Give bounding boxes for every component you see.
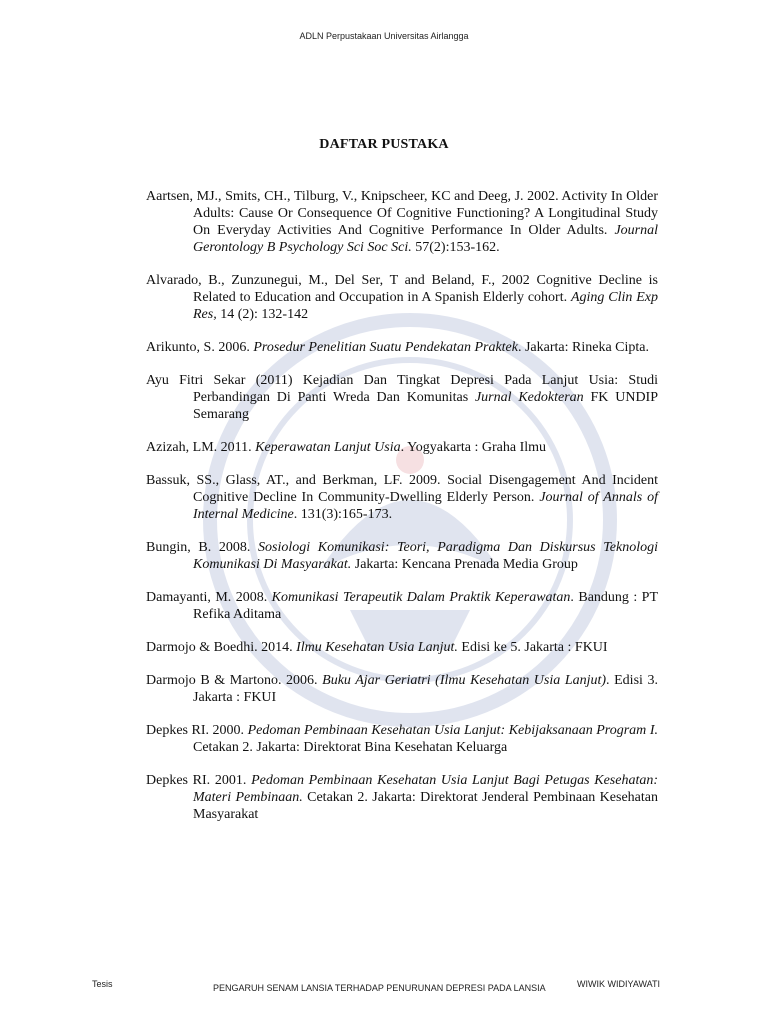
reference-text-part: Arikunto, S. 2006. xyxy=(146,340,254,355)
footer-left: Tesis xyxy=(92,979,113,989)
reference-entry xyxy=(146,188,658,256)
reference-text-part: . Edisi 3. Jakarta : FKUI xyxy=(193,673,658,705)
reference-entry xyxy=(146,539,658,573)
page-title: DAFTAR PUSTAKA xyxy=(319,137,449,152)
reference-text-part: Damayanti, M. 2008. xyxy=(146,590,272,605)
reference-entry xyxy=(146,672,658,706)
reference-text-part: Bungin, B. 2008. xyxy=(146,540,259,555)
reference-italic-part: Sosiologi Komunikasi: Teori, Paradigma Dan Diskursus Teknologi Komunikasi Di Masyarakat. xyxy=(193,540,658,572)
reference-italic-part: Keperawatan Lanjut Usia xyxy=(255,440,401,455)
reference-text-part: Ayu Fitri Sekar (2011) Kejadian Dan Tingkat Depresi Pada Lanjut Usia: Studi Perbandingan Di Panti Wreda Dan Komunitas xyxy=(146,373,658,405)
reference-text-part: 57(2):153-162. xyxy=(411,240,500,255)
reference-entry xyxy=(146,439,658,456)
reference-italic-part: Komunikasi Terapeutik Dalam Praktik Keperawatan xyxy=(271,590,571,605)
footer-author: WIWIK WIDIYAWATI xyxy=(577,979,660,989)
reference-entry xyxy=(146,639,658,656)
reference-text-part: Aartsen, MJ., Smits, CH., Tilburg, V., Knipscheer, KC and Deeg, J. 2002. Activity In Older Adults: Cause Or Consequence Of Cognitive Functioning? A Longitudinal Study On Everyday Activities And Cognitive Performance In Older Adults. xyxy=(146,189,658,238)
reference-text-part: Edisi ke 5. Jakarta : FKUI xyxy=(457,640,608,655)
reference-text-part: Darmojo B & Martono. 2006. xyxy=(146,673,323,688)
reference-text-part: Azizah, LM. 2011. xyxy=(146,440,256,455)
reference-text-part: . Jakarta: Rineka Cipta. xyxy=(517,340,650,355)
reference-list xyxy=(146,188,658,839)
reference-italic-part: Pedoman Pembinaan Kesehatan Usia Lanjut Bagi Petugas Kesehatan: Materi Pembinaan. xyxy=(193,773,658,805)
reference-entry xyxy=(146,472,658,523)
reference-italic-part: Pedoman Pembinaan Kesehatan Usia Lanjut: Kebijaksanaan Program I. xyxy=(247,723,658,738)
reference-text-part: Cetakan 2. Jakarta: Direktorat Jenderal Pembinaan Kesehatan Masyarakat xyxy=(193,790,658,822)
reference-text-part: Depkes RI. 2001. xyxy=(146,773,252,788)
reference-text-part: Jakarta: Kencana Prenada Media Group xyxy=(351,557,578,572)
reference-entry xyxy=(146,272,658,323)
reference-text-part: . 131(3):165-173. xyxy=(293,507,393,522)
reference-text-part: FK UNDIP Semarang xyxy=(193,390,658,422)
reference-entry xyxy=(146,772,658,823)
reference-italic-part: Journal of Annals of Internal Medicine xyxy=(193,490,658,522)
reference-text-part: Cetakan 2. Jakarta: Direktorat Bina Kesehatan Keluarga xyxy=(193,740,508,755)
reference-italic-part: Journal Gerontology B Psychology Sci Soc Sci. xyxy=(193,223,658,255)
reference-text-part: Darmojo & Boedhi. 2014. xyxy=(146,640,297,655)
reference-text-part: . Bandung : PT Refika Aditama xyxy=(193,590,658,622)
reference-entry xyxy=(146,339,658,356)
footer-thesis-title: PENGARUH SENAM LANSIA TERHADAP PENURUNAN DEPRESI PADA LANSIA xyxy=(213,983,546,993)
reference-italic-part: Ilmu Kesehatan Usia Lanjut. xyxy=(296,640,458,655)
reference-entry xyxy=(146,722,658,756)
reference-italic-part: Jurnal Kedokteran xyxy=(474,390,584,405)
page-header: ADLN Perpustakaan Universitas Airlangga xyxy=(299,31,469,41)
reference-italic-part: Buku Ajar Geriatri (Ilmu Kesehatan Usia Lanjut) xyxy=(322,673,607,688)
reference-text-part: Depkes RI. 2000. xyxy=(146,723,248,738)
reference-italic-part: Aging Clin Exp Res, xyxy=(193,290,659,322)
reference-entry xyxy=(146,372,658,423)
reference-text-part: 14 (2): 132-142 xyxy=(216,307,309,322)
reference-text-part: Alvarado, B., Zunzunegui, M., Del Ser, T and Beland, F., 2002 Cognitive Decline is Related to Education and Occupation in A Spanish Elderly cohort. xyxy=(146,273,658,305)
reference-text-part: Bassuk, SS., Glass, AT., and Berkman, LF. 2009. Social Disengagement And Incident Cognitive Decline In Community-Dwelling Elderly Person. xyxy=(146,473,658,505)
reference-italic-part: Prosedur Penelitian Suatu Pendekatan Praktek xyxy=(253,340,518,355)
reference-text-part: . Yogyakarta : Graha Ilmu xyxy=(400,440,547,455)
reference-entry xyxy=(146,589,658,623)
